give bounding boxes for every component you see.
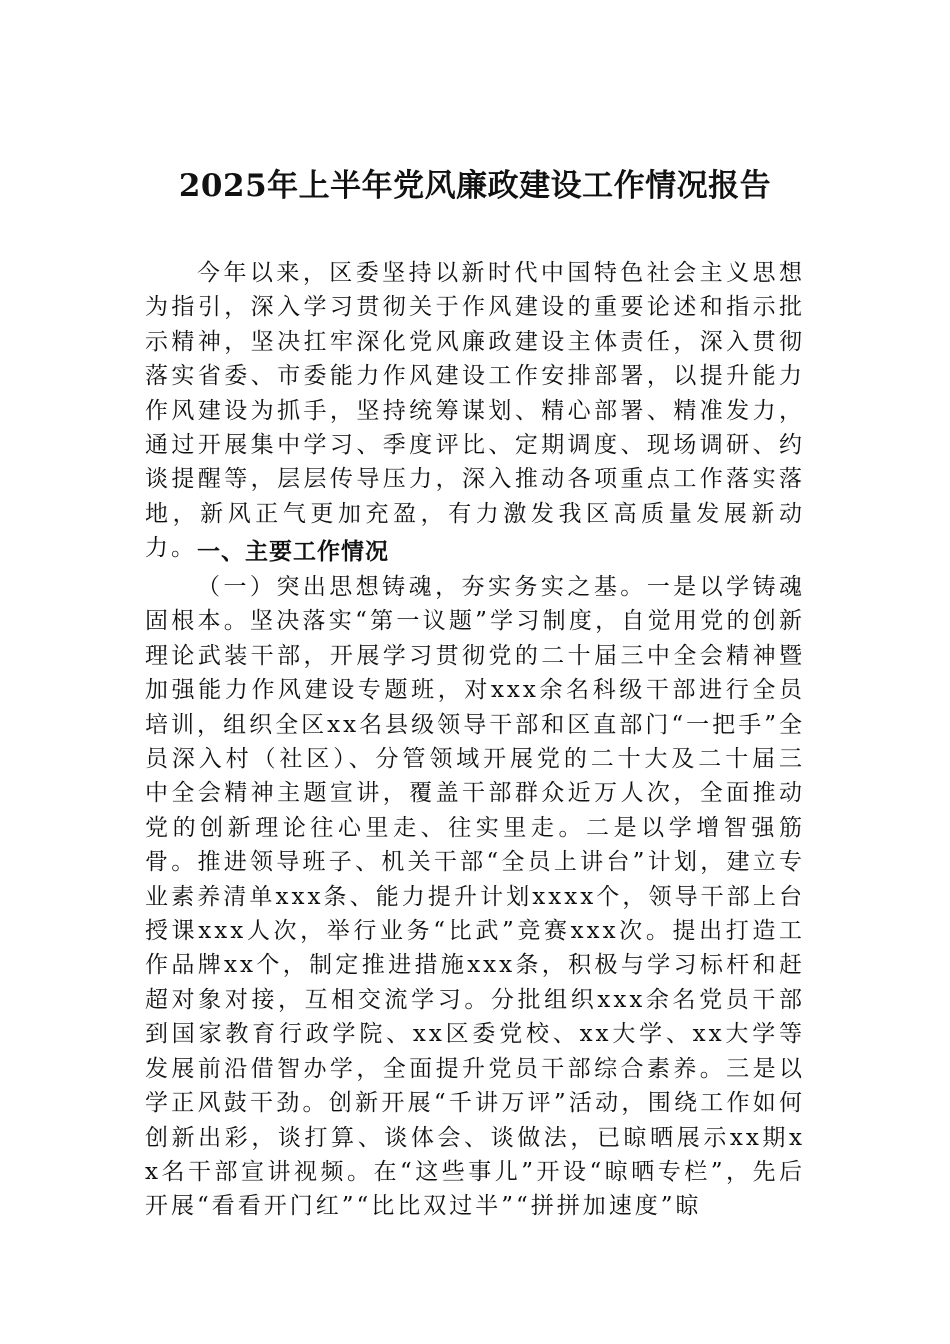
body-paragraph: （一）突出思想铸魂，夯实务实之基。一是以学铸魂固根本。坚决落实“第一议题”学习制度，自觉用党的创新理论武装干部，开展学习贯彻党的二十届三中全会精神暨加强能力作风建设专题班，对xxx余名科级干部进行全员培训，组织全区xx名县级领导干部和区直部门“一把手”全员深入村（社区）、分管领域开展党的二十大及二十届三中全会精神主题宣讲，覆盖干部群众近万人次，全面推动党的创新理论往心里走、往实里走。二是以学增智强筋骨。推进领导班子、机关干部“全员上讲台”计划，建立专业素养清单xxx条、能力提升计划xxxx个，领导干部上台授课xxx人次，举行业务“比武”竞赛xxx次。提出打造工作品牌xx个，制定推进措施xxx条，积极与学习标杆和赶超对象对接，互相交流学习。分批组织xxx余名党员干部到国家教育行政学院、xx区委党校、xx大学、xx大学等发展前沿借智办学，全面提升党员干部综合素养。三是以学正风鼓干劲。创新开展“千讲万评”活动，围绕工作如何创新出彩，谈打算、谈体会、谈做法，已晾晒展示xx期xx名干部宣讲视频。在“这些事儿”开设“晾晒专栏”，先后开展“看看开门红”“比比双过半”“拼拼加速度”晾 (145, 574, 805, 1220)
intro-paragraph: 今年以来，区委坚持以新时代中国特色社会主义思想为指引，深入学习贯彻关于作风建设的重要论述和指示批示精神，坚决扛牢深化党风廉政建设主体责任，深入贯彻落实省委、市委能力作风建设工作安排部署，以提升能力作风建设为抓手，坚持统筹谋划、精心部署、精准发力，通过开展集中学习、季度评比、定期调度、现场调研、约谈提醒等，层层传导压力，深入推动各项重点工作落实落地，新风正气更加充盈，有力激发我区高质量发展新动力。 (145, 260, 805, 562)
section-heading: 一、主要工作情况 (197, 539, 389, 565)
document-title: 2025年上半年党风廉政建设工作情况报告 (178, 168, 772, 204)
